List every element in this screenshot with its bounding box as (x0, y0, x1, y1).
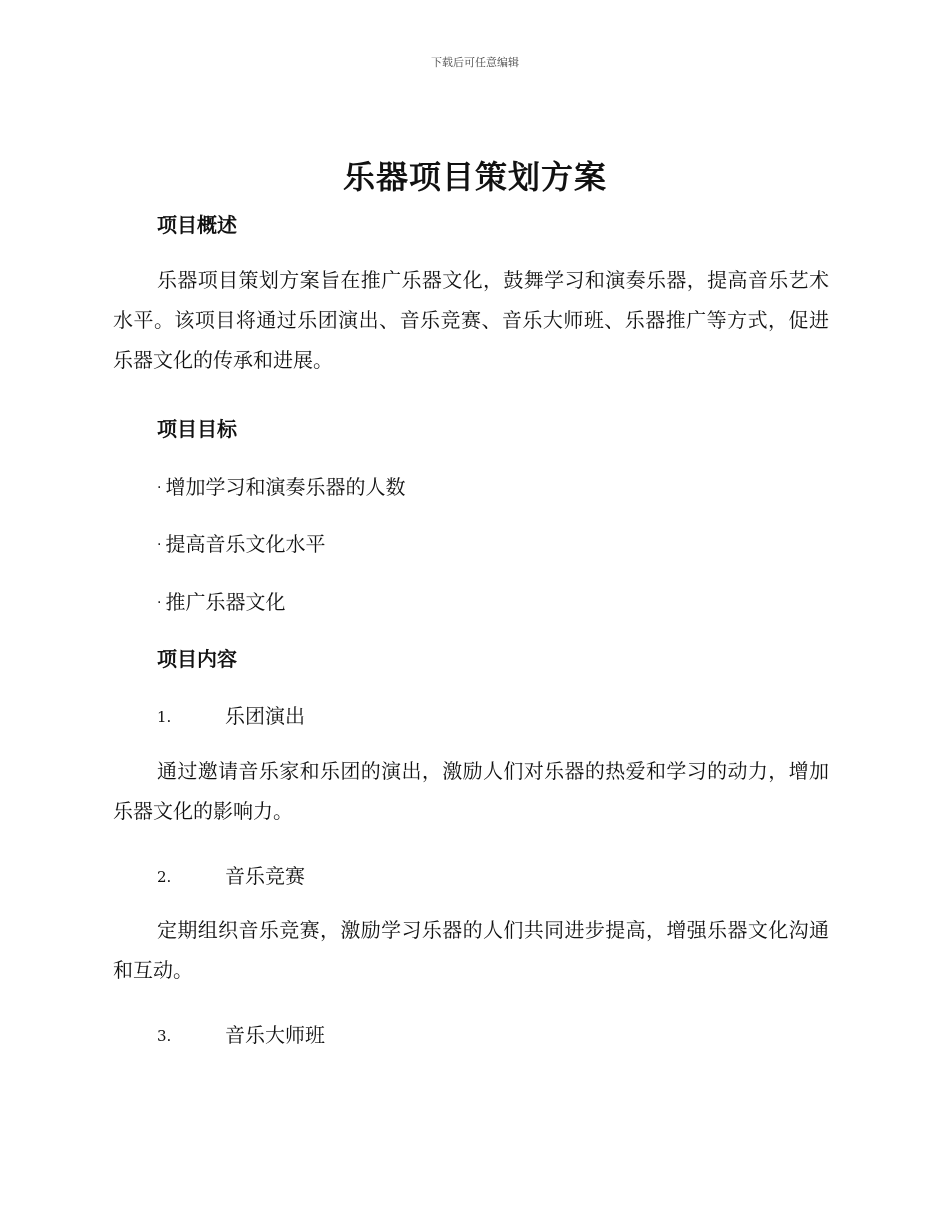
goal-text: 增加学习和演奏乐器的人数 (165, 475, 406, 499)
section-heading-goals: 项目目标 (157, 417, 237, 441)
goal-text: 推广乐器文化 (165, 590, 286, 614)
content-item-label: 音乐大师班 (225, 1023, 325, 1047)
goal-list-item (157, 586, 285, 615)
content-item-title (157, 1019, 325, 1048)
content-item-number: 3. (157, 1027, 172, 1045)
section-heading-content: 项目内容 (157, 647, 237, 671)
section-heading-overview: 项目概述 (157, 213, 237, 237)
goal-list-item (157, 528, 325, 557)
content-item-number: 2. (157, 868, 172, 886)
content-item-description: 定期组织音乐竞赛，激励学习乐器的人们共同进步提高，增强乐器文化沟通和互动。 (113, 918, 829, 982)
content-item-label: 音乐竞赛 (225, 864, 305, 888)
content-item-title (157, 700, 305, 729)
goal-list-item (157, 471, 405, 500)
bullet-dot: · (157, 595, 162, 611)
document-title: 乐器项目策划方案 (342, 158, 607, 196)
header-note: 下载后可任意编辑 (431, 56, 519, 69)
content-item-description: 通过邀请音乐家和乐团的演出，激励人们对乐器的热爱和学习的动力，增加乐器文化的影响力。 (113, 759, 829, 823)
content-item-label: 乐团演出 (225, 704, 305, 728)
overview-paragraph: 乐器项目策划方案旨在推广乐器文化，鼓舞学习和演奏乐器，提高音乐艺术水平。该项目将通过乐团演出、音乐竞赛、音乐大师班、乐器推广等方式，促进乐器文化的传承和进展。 (113, 268, 829, 372)
goal-text: 提高音乐文化水平 (165, 532, 326, 556)
content-item-title (157, 860, 305, 889)
bullet-dot: · (157, 480, 162, 496)
bullet-dot: · (157, 537, 162, 553)
content-item-number: 1. (157, 708, 172, 726)
